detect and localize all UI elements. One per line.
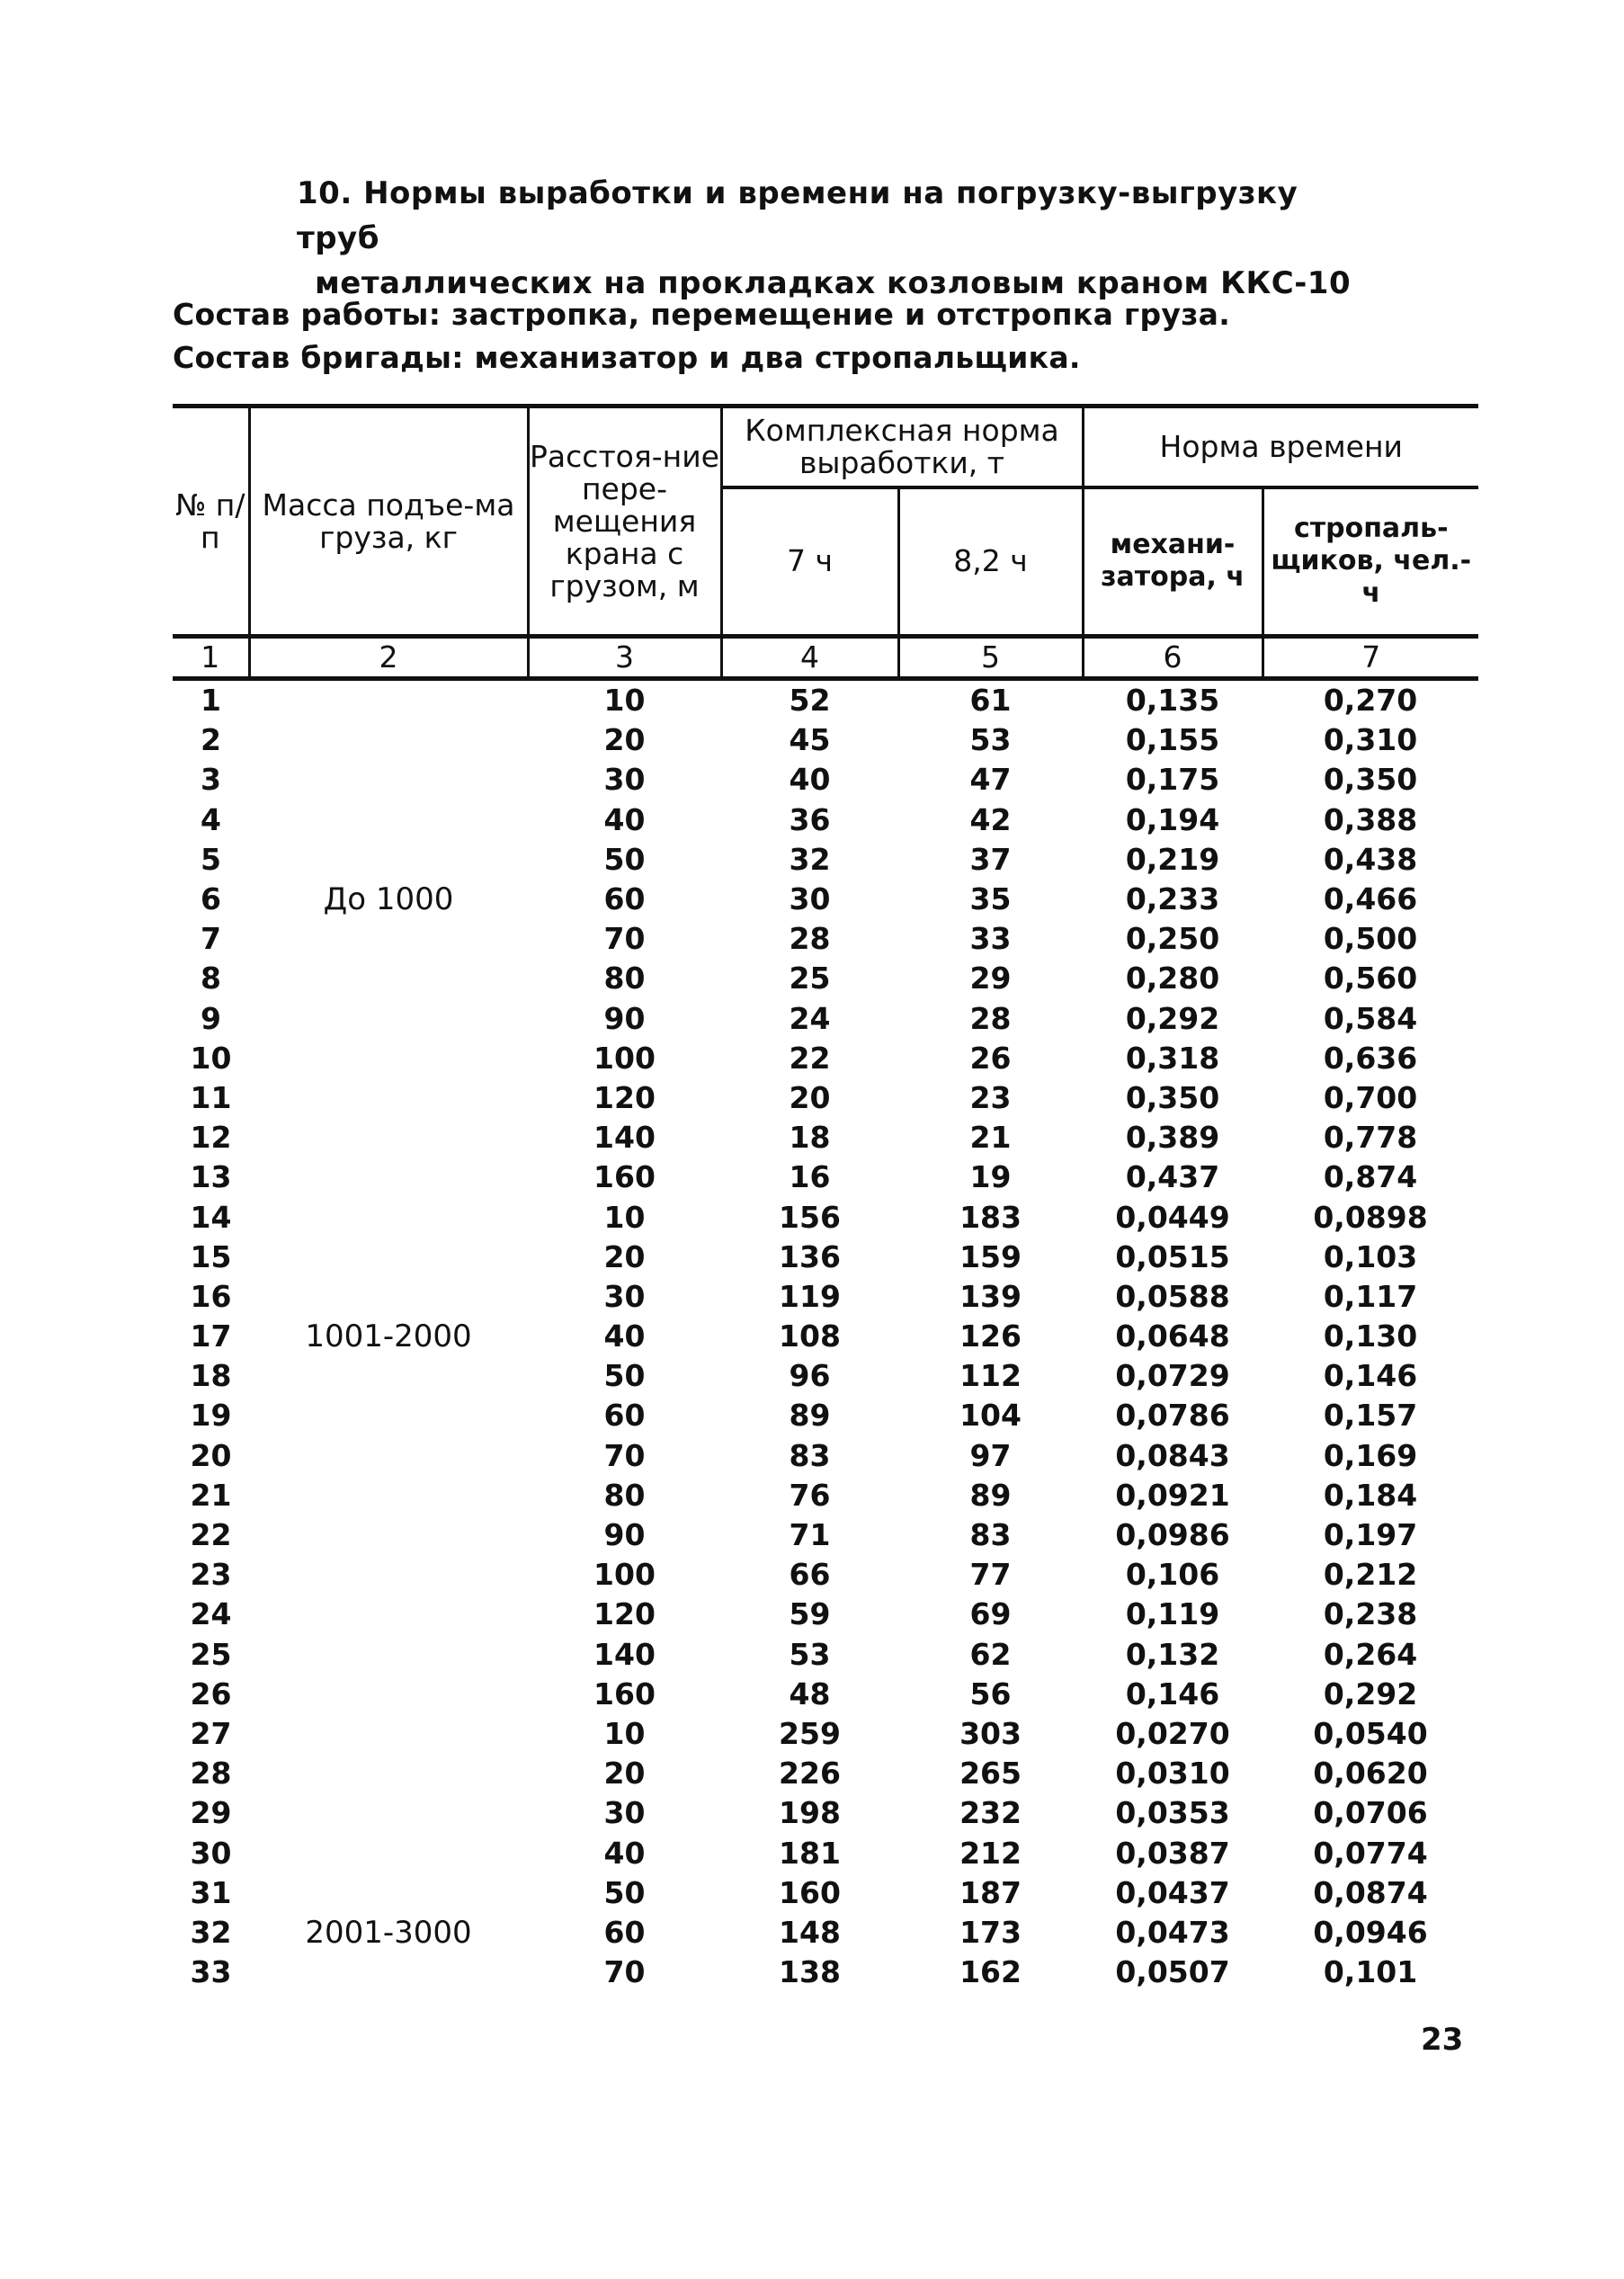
cell-norm-7h: 108 xyxy=(779,1318,841,1354)
cell-norm-8-2h: 53 xyxy=(969,722,1012,758)
col-number-3: 3 xyxy=(528,637,721,679)
cell-time-slinger: 0,700 xyxy=(1323,1079,1418,1115)
cell-num: 11 xyxy=(190,1079,232,1115)
page-number: 23 xyxy=(1421,2022,1464,2058)
cell-time-slinger: 0,117 xyxy=(1323,1278,1418,1314)
cell-time-mechanic: 0,0515 xyxy=(1115,1238,1230,1274)
cell-mass xyxy=(249,959,528,998)
table-row xyxy=(173,760,1478,800)
cell-mass xyxy=(249,679,528,721)
cell-mass xyxy=(249,840,528,880)
cell-time-mechanic: 0,292 xyxy=(1125,1000,1220,1036)
cell-mass: 1001-2000 xyxy=(305,1318,472,1355)
cell-time-mechanic: 0,219 xyxy=(1125,841,1220,877)
cell-time-mechanic: 0,155 xyxy=(1125,722,1220,758)
cell-time-slinger: 0,0774 xyxy=(1313,1835,1428,1871)
title-line-2: металлических на прокладках козловым краном ККС-10 xyxy=(315,265,1352,301)
table-row xyxy=(173,880,1478,919)
cell-norm-7h: 20 xyxy=(789,1079,831,1115)
table-row xyxy=(173,1595,1478,1634)
cell-mass xyxy=(249,760,528,800)
cell-time-mechanic: 0,318 xyxy=(1125,1040,1220,1076)
table-row xyxy=(173,1118,1478,1157)
header-7h: 7 ч xyxy=(721,487,898,637)
table-row xyxy=(173,1515,1478,1555)
cell-mass xyxy=(249,1197,528,1237)
cell-norm-8-2h: 26 xyxy=(969,1040,1012,1076)
header-mass: Масса подъе-ма груза, кг xyxy=(249,407,528,637)
work-composition: Состав работы: застропка, перемещение и отстропка груза. xyxy=(173,297,1231,332)
cell-distance: 20 xyxy=(603,1756,646,1792)
cell-time-mechanic: 0,146 xyxy=(1125,1676,1220,1711)
table-row xyxy=(173,1197,1478,1237)
header-num: № п/п xyxy=(173,407,249,637)
cell-time-mechanic: 0,0353 xyxy=(1115,1795,1230,1831)
table-body xyxy=(173,679,1478,1993)
cell-norm-8-2h: 265 xyxy=(959,1756,1022,1792)
cell-norm-7h: 52 xyxy=(789,683,831,719)
cell-time-mechanic: 0,0387 xyxy=(1115,1835,1230,1871)
cell-norm-8-2h: 183 xyxy=(959,1199,1022,1235)
cell-time-mechanic: 0,0648 xyxy=(1115,1318,1230,1354)
cell-norm-8-2h: 112 xyxy=(959,1358,1022,1394)
table-row xyxy=(173,1277,1478,1317)
cell-norm-8-2h: 162 xyxy=(959,1954,1022,1990)
cell-num: 17 xyxy=(190,1318,232,1354)
cell-time-slinger: 0,0706 xyxy=(1313,1795,1428,1831)
cell-num: 28 xyxy=(190,1756,232,1792)
cell-time-mechanic: 0,0786 xyxy=(1115,1398,1230,1434)
cell-distance: 30 xyxy=(603,762,646,798)
cell-norm-7h: 181 xyxy=(779,1835,841,1871)
table-row xyxy=(173,1754,1478,1793)
cell-mass xyxy=(249,1675,528,1714)
cell-time-slinger: 0,146 xyxy=(1323,1358,1418,1394)
cell-time-slinger: 0,0898 xyxy=(1313,1199,1428,1235)
cell-time-slinger: 0,238 xyxy=(1323,1596,1418,1632)
table-row xyxy=(173,679,1478,721)
table-row xyxy=(173,1157,1478,1197)
cell-num: 13 xyxy=(190,1159,232,1195)
cell-norm-8-2h: 33 xyxy=(969,921,1012,957)
cell-norm-8-2h: 187 xyxy=(959,1874,1022,1910)
cell-mass xyxy=(249,1833,528,1872)
norms-table xyxy=(173,404,1478,1992)
cell-norm-7h: 24 xyxy=(789,1000,831,1036)
cell-norm-7h: 48 xyxy=(789,1676,831,1711)
cell-norm-7h: 18 xyxy=(789,1120,831,1156)
cell-num: 9 xyxy=(201,1000,221,1036)
cell-norm-7h: 160 xyxy=(779,1874,841,1910)
table-row xyxy=(173,919,1478,959)
header-mechanic: механи-затора, ч xyxy=(1083,487,1263,637)
cell-norm-8-2h: 19 xyxy=(969,1159,1012,1195)
cell-time-mechanic: 0,0729 xyxy=(1115,1358,1230,1394)
cell-norm-7h: 40 xyxy=(789,762,831,798)
cell-num: 32 xyxy=(190,1914,232,1950)
cell-norm-7h: 156 xyxy=(779,1199,841,1235)
cell-num: 4 xyxy=(201,801,221,837)
cell-norm-8-2h: 28 xyxy=(969,1000,1012,1036)
cell-norm-8-2h: 47 xyxy=(969,762,1012,798)
cell-time-slinger: 0,157 xyxy=(1323,1398,1418,1434)
cell-time-mechanic: 0,389 xyxy=(1125,1120,1220,1156)
cell-time-slinger: 0,292 xyxy=(1323,1676,1418,1711)
cell-distance: 140 xyxy=(593,1636,656,1672)
cell-mass xyxy=(249,1356,528,1396)
col-number-5: 5 xyxy=(898,637,1083,679)
table-row xyxy=(173,1238,1478,1277)
cell-mass: 2001-3000 xyxy=(305,1914,472,1951)
cell-time-mechanic: 0,119 xyxy=(1125,1596,1220,1632)
header-8-2h: 8,2 ч xyxy=(898,487,1083,637)
cell-distance: 100 xyxy=(593,1557,656,1593)
cell-mass xyxy=(249,1436,528,1476)
cell-norm-8-2h: 159 xyxy=(959,1238,1022,1274)
cell-time-slinger: 0,130 xyxy=(1323,1318,1418,1354)
cell-mass xyxy=(249,1793,528,1833)
table-row xyxy=(173,1953,1478,1992)
cell-time-mechanic: 0,437 xyxy=(1125,1159,1220,1195)
cell-distance: 160 xyxy=(593,1676,656,1711)
cell-time-slinger: 0,0874 xyxy=(1313,1874,1428,1910)
cell-mass xyxy=(249,1157,528,1197)
col-number-4: 4 xyxy=(721,637,898,679)
cell-time-slinger: 0,466 xyxy=(1323,881,1418,917)
col-number-7: 7 xyxy=(1263,637,1478,679)
cell-mass xyxy=(249,1714,528,1754)
col-number-2: 2 xyxy=(249,637,528,679)
table-row xyxy=(173,800,1478,840)
cell-time-mechanic: 0,0270 xyxy=(1115,1715,1230,1751)
table-row xyxy=(173,959,1478,998)
cell-num: 6 xyxy=(201,881,221,917)
cell-norm-7h: 76 xyxy=(789,1477,831,1513)
cell-distance: 40 xyxy=(603,801,646,837)
cell-distance: 70 xyxy=(603,1954,646,1990)
col-number-1: 1 xyxy=(173,637,249,679)
cell-norm-7h: 16 xyxy=(789,1159,831,1195)
cell-distance: 50 xyxy=(603,1874,646,1910)
cell-num: 8 xyxy=(201,961,221,997)
cell-norm-8-2h: 37 xyxy=(969,841,1012,877)
cell-norm-7h: 28 xyxy=(789,921,831,957)
header-complex-norm: Комплексная норма выработки, т xyxy=(721,407,1083,487)
cell-mass xyxy=(249,1277,528,1317)
cell-distance: 100 xyxy=(593,1040,656,1076)
cell-num: 20 xyxy=(190,1437,232,1473)
cell-norm-8-2h: 35 xyxy=(969,881,1012,917)
cell-num: 1 xyxy=(201,683,221,719)
cell-mass xyxy=(249,1476,528,1515)
column-numbers-row xyxy=(173,637,1478,679)
cell-distance: 120 xyxy=(593,1596,656,1632)
cell-num: 16 xyxy=(190,1278,232,1314)
document-title xyxy=(297,171,1358,306)
cell-distance: 50 xyxy=(603,1358,646,1394)
cell-norm-8-2h: 232 xyxy=(959,1795,1022,1831)
cell-time-slinger: 0,197 xyxy=(1323,1517,1418,1553)
cell-num: 18 xyxy=(190,1358,232,1394)
cell-time-slinger: 0,874 xyxy=(1323,1159,1418,1195)
cell-norm-8-2h: 139 xyxy=(959,1278,1022,1314)
cell-time-slinger: 0,500 xyxy=(1323,921,1418,957)
cell-time-mechanic: 0,132 xyxy=(1125,1636,1220,1672)
cell-mass xyxy=(249,1238,528,1277)
table-row xyxy=(173,1555,1478,1595)
cell-mass: До 1000 xyxy=(323,881,454,918)
cell-mass xyxy=(249,1118,528,1157)
cell-num: 5 xyxy=(201,841,221,877)
cell-mass xyxy=(249,1039,528,1078)
cell-norm-8-2h: 61 xyxy=(969,683,1012,719)
cell-num: 31 xyxy=(190,1874,232,1910)
cell-mass xyxy=(249,1953,528,1992)
cell-norm-7h: 53 xyxy=(789,1636,831,1672)
cell-norm-7h: 119 xyxy=(779,1278,841,1314)
cell-time-mechanic: 0,175 xyxy=(1125,762,1220,798)
cell-mass xyxy=(249,1873,528,1913)
table-row xyxy=(173,999,1478,1039)
cell-norm-8-2h: 173 xyxy=(959,1914,1022,1950)
cell-time-slinger: 0,212 xyxy=(1323,1557,1418,1593)
cell-num: 29 xyxy=(190,1795,232,1831)
cell-norm-7h: 198 xyxy=(779,1795,841,1831)
cell-distance: 50 xyxy=(603,841,646,877)
cell-norm-7h: 136 xyxy=(779,1238,841,1274)
header-slinger: стропаль-щиков, чел.-ч xyxy=(1271,513,1472,610)
cell-time-slinger: 0,103 xyxy=(1323,1238,1418,1274)
cell-time-mechanic: 0,280 xyxy=(1125,961,1220,997)
cell-num: 33 xyxy=(190,1954,232,1990)
cell-num: 14 xyxy=(190,1199,232,1235)
cell-norm-8-2h: 83 xyxy=(969,1517,1012,1553)
cell-time-mechanic: 0,0507 xyxy=(1115,1954,1230,1990)
cell-distance: 10 xyxy=(603,683,646,719)
table-row xyxy=(173,1714,1478,1754)
cell-distance: 30 xyxy=(603,1795,646,1831)
cell-time-slinger: 0,184 xyxy=(1323,1477,1418,1513)
cell-norm-7h: 71 xyxy=(789,1517,831,1553)
cell-norm-7h: 22 xyxy=(789,1040,831,1076)
cell-time-slinger: 0,0620 xyxy=(1313,1756,1428,1792)
cell-time-mechanic: 0,194 xyxy=(1125,801,1220,837)
cell-num: 24 xyxy=(190,1596,232,1632)
cell-norm-7h: 32 xyxy=(789,841,831,877)
cell-time-mechanic: 0,0310 xyxy=(1115,1756,1230,1792)
cell-norm-7h: 45 xyxy=(789,722,831,758)
cell-norm-7h: 226 xyxy=(779,1756,841,1792)
crew-composition: Состав бригады: механизатор и два стропальщика. xyxy=(173,340,1081,375)
cell-time-mechanic: 0,106 xyxy=(1125,1557,1220,1593)
table-row xyxy=(173,1039,1478,1078)
cell-num: 23 xyxy=(190,1557,232,1593)
cell-distance: 20 xyxy=(603,722,646,758)
cell-time-mechanic: 0,0588 xyxy=(1115,1278,1230,1314)
cell-norm-7h: 148 xyxy=(779,1914,841,1950)
cell-norm-8-2h: 77 xyxy=(969,1557,1012,1593)
cell-norm-7h: 66 xyxy=(789,1557,831,1593)
cell-mass xyxy=(249,1595,528,1634)
cell-time-mechanic: 0,0449 xyxy=(1115,1199,1230,1235)
cell-time-slinger: 0,584 xyxy=(1323,1000,1418,1036)
cell-norm-8-2h: 23 xyxy=(969,1079,1012,1115)
cell-norm-7h: 59 xyxy=(789,1596,831,1632)
cell-mass xyxy=(249,1555,528,1595)
cell-distance: 30 xyxy=(603,1278,646,1314)
cell-time-mechanic: 0,0921 xyxy=(1115,1477,1230,1513)
cell-distance: 70 xyxy=(603,921,646,957)
table-row xyxy=(173,1873,1478,1913)
cell-num: 21 xyxy=(190,1477,232,1513)
cell-norm-8-2h: 104 xyxy=(959,1398,1022,1434)
cell-norm-7h: 83 xyxy=(789,1437,831,1473)
table-row xyxy=(173,720,1478,760)
table-row xyxy=(173,1913,1478,1953)
cell-time-slinger: 0,264 xyxy=(1323,1636,1418,1672)
cell-time-slinger: 0,350 xyxy=(1323,762,1418,798)
cell-norm-8-2h: 303 xyxy=(959,1715,1022,1751)
cell-time-slinger: 0,169 xyxy=(1323,1437,1418,1473)
cell-distance: 90 xyxy=(603,1517,646,1553)
title-line-1: 10. Нормы выработки и времени на погрузку-выгрузку труб xyxy=(297,175,1298,256)
cell-distance: 40 xyxy=(603,1835,646,1871)
cell-time-mechanic: 0,0986 xyxy=(1115,1517,1230,1553)
cell-num: 10 xyxy=(190,1040,232,1076)
cell-distance: 80 xyxy=(603,1477,646,1513)
cell-norm-8-2h: 21 xyxy=(969,1120,1012,1156)
table-row xyxy=(173,1675,1478,1714)
table-row xyxy=(173,1436,1478,1476)
col-number-6: 6 xyxy=(1083,637,1263,679)
cell-num: 19 xyxy=(190,1398,232,1434)
cell-time-mechanic: 0,135 xyxy=(1125,683,1220,719)
table-row xyxy=(173,1793,1478,1833)
cell-norm-7h: 259 xyxy=(779,1715,841,1751)
cell-mass xyxy=(249,1635,528,1675)
cell-distance: 90 xyxy=(603,1000,646,1036)
cell-num: 22 xyxy=(190,1517,232,1553)
cell-norm-7h: 89 xyxy=(789,1398,831,1434)
table-row xyxy=(173,1833,1478,1872)
cell-norm-8-2h: 126 xyxy=(959,1318,1022,1354)
table-row xyxy=(173,1476,1478,1515)
cell-norm-7h: 138 xyxy=(779,1954,841,1990)
cell-time-mechanic: 0,0843 xyxy=(1115,1437,1230,1473)
cell-distance: 160 xyxy=(593,1159,656,1195)
cell-distance: 120 xyxy=(593,1079,656,1115)
cell-mass xyxy=(249,1078,528,1118)
table-row xyxy=(173,1635,1478,1675)
cell-norm-8-2h: 42 xyxy=(969,801,1012,837)
cell-time-slinger: 0,0540 xyxy=(1313,1715,1428,1751)
cell-distance: 60 xyxy=(603,1398,646,1434)
cell-mass xyxy=(249,919,528,959)
cell-distance: 10 xyxy=(603,1715,646,1751)
composition-block xyxy=(173,293,1230,380)
header-distance: Расстоя-ние пере-мещения крана с грузом, м xyxy=(528,407,721,637)
cell-num: 30 xyxy=(190,1835,232,1871)
cell-time-mechanic: 0,0473 xyxy=(1115,1914,1230,1950)
cell-time-mechanic: 0,0437 xyxy=(1115,1874,1230,1910)
cell-distance: 40 xyxy=(603,1318,646,1354)
cell-num: 12 xyxy=(190,1120,232,1156)
cell-distance: 60 xyxy=(603,881,646,917)
cell-distance: 70 xyxy=(603,1437,646,1473)
cell-mass xyxy=(249,1396,528,1435)
table-row xyxy=(173,1356,1478,1396)
cell-mass xyxy=(249,1515,528,1555)
cell-norm-7h: 25 xyxy=(789,961,831,997)
table-row xyxy=(173,840,1478,880)
cell-num: 25 xyxy=(190,1636,232,1672)
cell-time-slinger: 0,778 xyxy=(1323,1120,1418,1156)
cell-time-mechanic: 0,250 xyxy=(1125,921,1220,957)
cell-norm-7h: 30 xyxy=(789,881,831,917)
header-time-norm: Норма времени xyxy=(1083,407,1478,487)
cell-norm-8-2h: 89 xyxy=(969,1477,1012,1513)
cell-distance: 140 xyxy=(593,1120,656,1156)
cell-num: 3 xyxy=(201,762,221,798)
cell-time-slinger: 0,0946 xyxy=(1313,1914,1428,1950)
cell-time-slinger: 0,438 xyxy=(1323,841,1418,877)
table-row xyxy=(173,1396,1478,1435)
cell-time-slinger: 0,560 xyxy=(1323,961,1418,997)
cell-num: 26 xyxy=(190,1676,232,1711)
cell-num: 15 xyxy=(190,1238,232,1274)
cell-norm-8-2h: 29 xyxy=(969,961,1012,997)
cell-time-slinger: 0,101 xyxy=(1323,1954,1418,1990)
cell-num: 27 xyxy=(190,1715,232,1751)
cell-mass xyxy=(249,800,528,840)
table-row xyxy=(173,1078,1478,1118)
cell-norm-7h: 36 xyxy=(789,801,831,837)
cell-norm-8-2h: 69 xyxy=(969,1596,1012,1632)
cell-mass xyxy=(249,720,528,760)
cell-time-slinger: 0,270 xyxy=(1323,683,1418,719)
cell-norm-8-2h: 56 xyxy=(969,1676,1012,1711)
cell-norm-8-2h: 62 xyxy=(969,1636,1012,1672)
cell-distance: 80 xyxy=(603,961,646,997)
cell-mass xyxy=(249,1754,528,1793)
cell-mass xyxy=(249,999,528,1039)
cell-time-slinger: 0,636 xyxy=(1323,1040,1418,1076)
cell-norm-8-2h: 97 xyxy=(969,1437,1012,1473)
cell-time-slinger: 0,310 xyxy=(1323,722,1418,758)
table-row xyxy=(173,1317,1478,1356)
cell-distance: 20 xyxy=(603,1238,646,1274)
cell-time-slinger: 0,388 xyxy=(1323,801,1418,837)
cell-num: 7 xyxy=(201,921,221,957)
cell-time-mechanic: 0,233 xyxy=(1125,881,1220,917)
cell-distance: 60 xyxy=(603,1914,646,1950)
cell-num: 2 xyxy=(201,722,221,758)
cell-norm-7h: 96 xyxy=(789,1358,831,1394)
cell-time-mechanic: 0,350 xyxy=(1125,1079,1220,1115)
cell-distance: 10 xyxy=(603,1199,646,1235)
cell-norm-8-2h: 212 xyxy=(959,1835,1022,1871)
